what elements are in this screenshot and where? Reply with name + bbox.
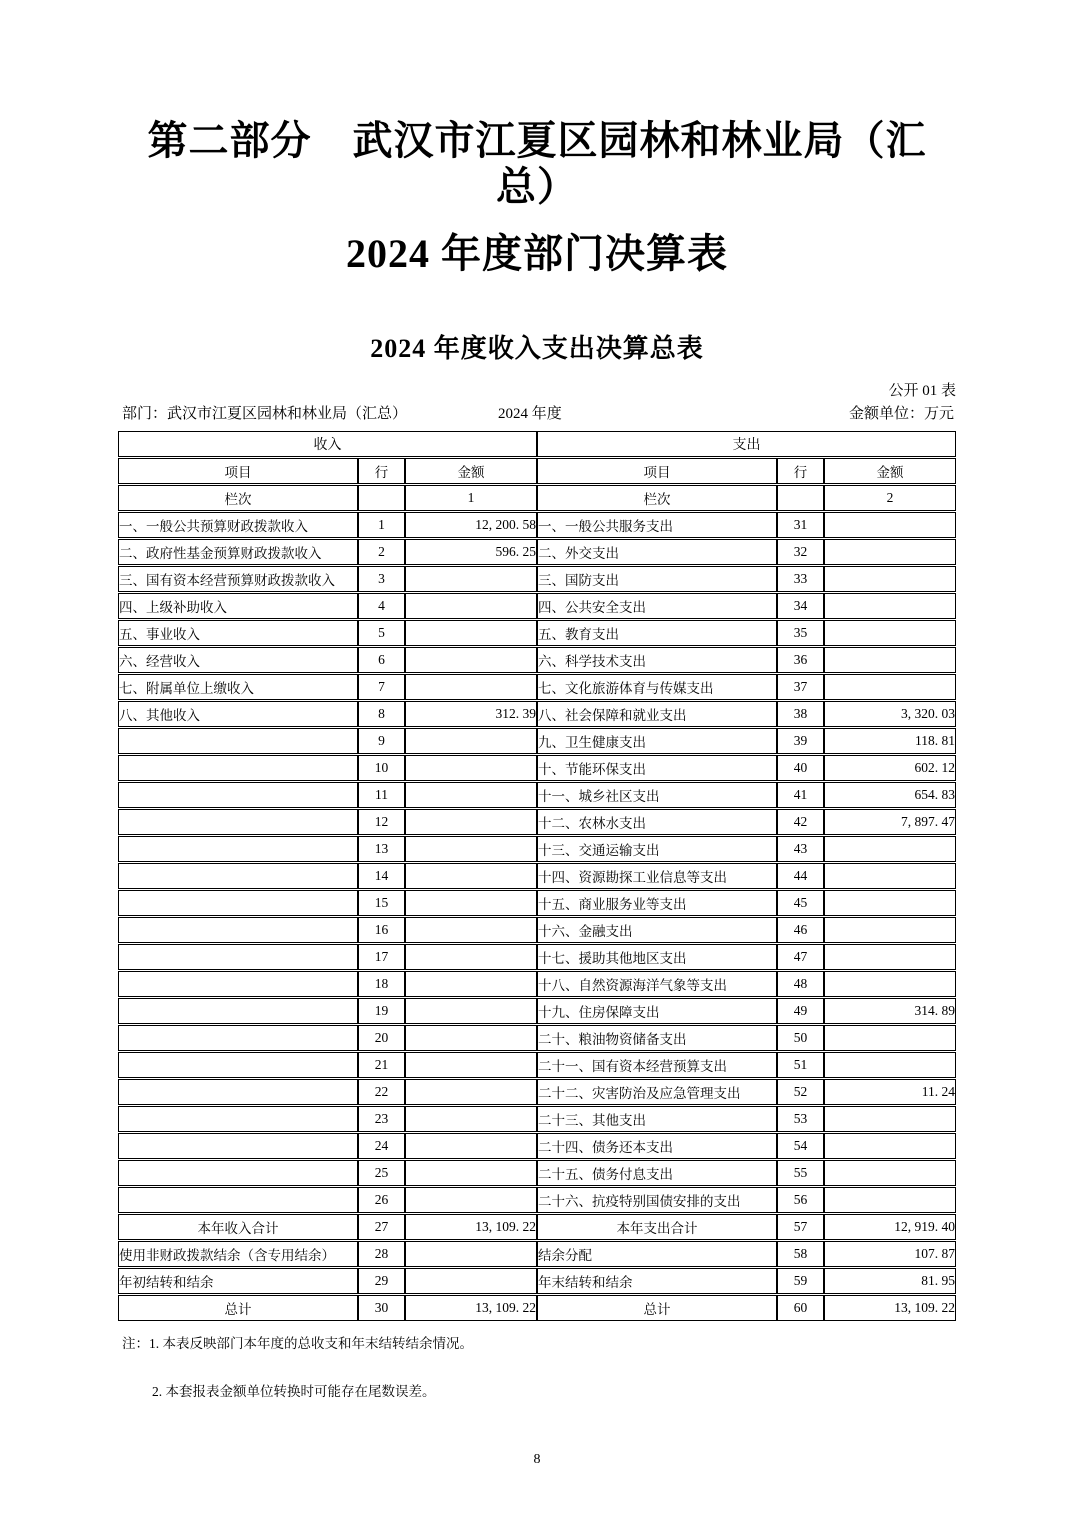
- expense-line-no-cell: 37: [777, 674, 824, 700]
- table-row: [118, 971, 956, 997]
- income-item-cell: [118, 863, 358, 889]
- income-amount-cell: [405, 1160, 537, 1186]
- expense-line-no-cell: 42: [777, 809, 824, 835]
- table-row: [118, 944, 956, 970]
- expense-item-cell: 十三、交通运输支出: [537, 836, 777, 862]
- expense-item-cell: 三、国防支出: [537, 566, 777, 592]
- expense-section-header: 支出: [537, 431, 956, 457]
- table-row: [118, 566, 956, 592]
- table-row: [118, 998, 956, 1024]
- expense-amount-cell: [824, 674, 956, 700]
- income-line-no-cell: 2: [358, 539, 405, 565]
- expense-amount-cell: [824, 1187, 956, 1213]
- income-item-cell: [118, 1106, 358, 1132]
- expense-item-cell: 六、科学技术支出: [537, 647, 777, 673]
- expense-item-cell: 十九、住房保障支出: [537, 998, 777, 1024]
- income-amount-cell: 312. 39: [405, 701, 537, 727]
- expense-line-no-cell: 46: [777, 917, 824, 943]
- income-amount-cell: [405, 998, 537, 1024]
- expense-item-cell: 结余分配: [537, 1241, 777, 1267]
- expense-amount-cell: 3, 320. 03: [824, 701, 956, 727]
- expense-amount-cell: 11. 24: [824, 1079, 956, 1105]
- table-head-rows: [118, 431, 956, 511]
- expense-line-no-cell: 54: [777, 1133, 824, 1159]
- table-title: 2024 年度收入支出决算总表: [370, 334, 704, 363]
- income-item-cell: [118, 1079, 358, 1105]
- income-amount-cell: [405, 1268, 537, 1294]
- expense-amount-cell: 13, 109. 22: [824, 1295, 956, 1321]
- income-line-no-cell: 11: [358, 782, 405, 808]
- income-line-no-cell: 28: [358, 1241, 405, 1267]
- expense-item-cell: 十五、商业服务业等支出: [537, 890, 777, 916]
- expense-line-no-cell: 40: [777, 755, 824, 781]
- income-line-no-cell: 6: [358, 647, 405, 673]
- expense-item-cell: 二十四、债务还本支出: [537, 1133, 777, 1159]
- expense-item-cell: 二十一、国有资本经营预算支出: [537, 1052, 777, 1078]
- table-row: [118, 593, 956, 619]
- column-index-row: [118, 485, 956, 511]
- expense-item-cell: 总计: [537, 1295, 777, 1321]
- income-item-cell: 一、一般公共预算财政拨款收入: [118, 512, 358, 538]
- income-item-cell: [118, 917, 358, 943]
- income-amount-cell: [405, 566, 537, 592]
- income-line-no-cell: 16: [358, 917, 405, 943]
- expense-line-no-cell: 48: [777, 971, 824, 997]
- expense-item-cell: 四、公共安全支出: [537, 593, 777, 619]
- income-amount-cell: [405, 782, 537, 808]
- income-amount-cell: 12, 200. 58: [405, 512, 537, 538]
- income-index-label: 栏次: [118, 485, 358, 511]
- income-line-no-cell: 25: [358, 1160, 405, 1186]
- income-amount-cell: [405, 728, 537, 754]
- income-amount-cell: [405, 647, 537, 673]
- table-row: [118, 701, 956, 727]
- expense-amount-cell: [824, 512, 956, 538]
- table-row: [118, 1106, 956, 1132]
- table-row: [118, 1187, 956, 1213]
- expense-index-blank: [777, 485, 824, 511]
- income-amount-cell: [405, 1079, 537, 1105]
- income-amount-cell: [405, 1052, 537, 1078]
- expense-item-cell: 年末结转和结余: [537, 1268, 777, 1294]
- income-item-cell: [118, 890, 358, 916]
- table-notes: [118, 1332, 956, 1400]
- income-expense-summary-table: [118, 430, 956, 1322]
- expense-item-cell: 二十二、灾害防治及应急管理支出: [537, 1079, 777, 1105]
- expense-item-cell: 十一、城乡社区支出: [537, 782, 777, 808]
- income-line-no-cell: 22: [358, 1079, 405, 1105]
- table-row: [118, 728, 956, 754]
- income-item-cell: [118, 728, 358, 754]
- expense-item-cell: 十二、农林水支出: [537, 809, 777, 835]
- expense-line-no-cell: 58: [777, 1241, 824, 1267]
- expense-amount-cell: [824, 1025, 956, 1051]
- income-item-cell: [118, 944, 358, 970]
- table-row: [118, 1268, 956, 1294]
- income-amount-cell: [405, 971, 537, 997]
- income-line-no-cell: 26: [358, 1187, 405, 1213]
- form-number: 公开 01 表: [888, 383, 956, 399]
- income-amount-cell: [405, 917, 537, 943]
- expense-amount-cell: 12, 919. 40: [824, 1214, 956, 1240]
- income-section-header: 收入: [118, 431, 537, 457]
- income-line-no-cell: 4: [358, 593, 405, 619]
- table-row: [118, 1295, 956, 1321]
- income-amount-cell: [405, 620, 537, 646]
- document-title-line2: 2024 年度部门决算表: [346, 231, 728, 276]
- expense-line-no-cell: 49: [777, 998, 824, 1024]
- section-header-row: [118, 431, 956, 457]
- income-item-cell: [118, 1160, 358, 1186]
- expense-item-cell: 十六、金融支出: [537, 917, 777, 943]
- income-amount-cell: [405, 863, 537, 889]
- expense-item-cell: 本年支出合计: [537, 1214, 777, 1240]
- document-title-line1: 第二部分 武汉市江夏区园林和林业局（汇总）: [147, 118, 927, 209]
- income-amount-cell: [405, 836, 537, 862]
- income-item-cell: 七、附属单位上缴收入: [118, 674, 358, 700]
- expense-line-no-cell: 50: [777, 1025, 824, 1051]
- table-row: [118, 1133, 956, 1159]
- expense-amount-cell: [824, 917, 956, 943]
- income-item-cell: [118, 1187, 358, 1213]
- expense-amount-cell: [824, 863, 956, 889]
- expense-item-cell: 二、外交支出: [537, 539, 777, 565]
- expense-item-cell: 十七、援助其他地区支出: [537, 944, 777, 970]
- expense-line-no-cell: 35: [777, 620, 824, 646]
- expense-amount-cell: 7, 897. 47: [824, 809, 956, 835]
- table-row: [118, 809, 956, 835]
- table-row: [118, 917, 956, 943]
- table-row: [118, 647, 956, 673]
- expense-item-cell: 八、社会保障和就业支出: [537, 701, 777, 727]
- expense-amount-cell: [824, 566, 956, 592]
- income-item-cell: [118, 755, 358, 781]
- income-item-cell: [118, 1052, 358, 1078]
- income-line-no-cell: 12: [358, 809, 405, 835]
- income-amount-cell: [405, 890, 537, 916]
- table-row: [118, 539, 956, 565]
- income-line-no-cell: 20: [358, 1025, 405, 1051]
- income-line-no-cell: 9: [358, 728, 405, 754]
- document-content: [118, 0, 956, 1400]
- expense-line-no-cell: 33: [777, 566, 824, 592]
- table-row: [118, 890, 956, 916]
- income-item-header: 项目: [118, 458, 358, 484]
- expense-index-label: 栏次: [537, 485, 777, 511]
- income-item-cell: 使用非财政拨款结余（含专用结余）: [118, 1241, 358, 1267]
- expense-item-cell: 二十三、其他支出: [537, 1106, 777, 1132]
- expense-item-cell: 九、卫生健康支出: [537, 728, 777, 754]
- income-line-no-cell: 1: [358, 512, 405, 538]
- table-row: [118, 1052, 956, 1078]
- table-row: [118, 620, 956, 646]
- expense-amount-cell: 118. 81: [824, 728, 956, 754]
- expense-line-no-cell: 57: [777, 1214, 824, 1240]
- income-line-no-cell: 15: [358, 890, 405, 916]
- table-row: [118, 782, 956, 808]
- income-item-cell: 三、国有资本经营预算财政拨款收入: [118, 566, 358, 592]
- expense-line-no-cell: 43: [777, 836, 824, 862]
- table-row: [118, 674, 956, 700]
- fiscal-year-label: 2024 年度: [498, 406, 562, 422]
- table-row: [118, 512, 956, 538]
- expense-line-no-cell: 34: [777, 593, 824, 619]
- income-line-no-cell: 10: [358, 755, 405, 781]
- income-item-cell: [118, 836, 358, 862]
- income-line-no-cell: 27: [358, 1214, 405, 1240]
- note-1: 注：1. 本表反映部门本年度的总收支和年末结转结余情况。: [122, 1336, 473, 1351]
- income-item-cell: 五、事业收入: [118, 620, 358, 646]
- expense-column-number: 2: [824, 485, 956, 511]
- expense-line-no-cell: 41: [777, 782, 824, 808]
- income-amount-cell: [405, 1025, 537, 1051]
- income-column-number: 1: [405, 485, 537, 511]
- income-amount-cell: [405, 674, 537, 700]
- expense-line-no-cell: 53: [777, 1106, 824, 1132]
- income-item-cell: [118, 809, 358, 835]
- page-number: 8: [533, 1452, 541, 1467]
- expense-line-no-cell: 56: [777, 1187, 824, 1213]
- income-line-no-cell: 8: [358, 701, 405, 727]
- table-meta-row: [118, 402, 956, 426]
- expense-line-no-cell: 38: [777, 701, 824, 727]
- department-label: 部门：武汉市江夏区园林和林业局（汇总）: [122, 406, 408, 422]
- column-header-row: [118, 458, 956, 484]
- expense-line-no-cell: 52: [777, 1079, 824, 1105]
- income-amount-cell: [405, 809, 537, 835]
- expense-item-cell: 二十、粮油物资储备支出: [537, 1025, 777, 1051]
- expense-amount-header: 金额: [824, 458, 956, 484]
- income-amount-cell: [405, 944, 537, 970]
- expense-item-cell: 十八、自然资源海洋气象等支出: [537, 971, 777, 997]
- income-item-cell: [118, 1025, 358, 1051]
- expense-amount-cell: [824, 539, 956, 565]
- income-amount-cell: [405, 1241, 537, 1267]
- income-item-cell: 总计: [118, 1295, 358, 1321]
- income-amount-cell: [405, 593, 537, 619]
- income-line-no-cell: 23: [358, 1106, 405, 1132]
- expense-amount-cell: 81. 95: [824, 1268, 956, 1294]
- expense-item-cell: 十、节能环保支出: [537, 755, 777, 781]
- expense-line-no-cell: 51: [777, 1052, 824, 1078]
- income-item-cell: 六、经营收入: [118, 647, 358, 673]
- expense-item-cell: 二十五、债务付息支出: [537, 1160, 777, 1186]
- income-amount-cell: 13, 109. 22: [405, 1295, 537, 1321]
- expense-line-no-cell: 55: [777, 1160, 824, 1186]
- income-item-cell: 本年收入合计: [118, 1214, 358, 1240]
- income-amount-header: 金额: [405, 458, 537, 484]
- note-2: 2. 本套报表金额单位转换时可能存在尾数误差。: [152, 1384, 436, 1399]
- expense-amount-cell: [824, 1106, 956, 1132]
- income-amount-cell: 13, 109. 22: [405, 1214, 537, 1240]
- income-line-no-cell: 24: [358, 1133, 405, 1159]
- expense-line-header: 行: [777, 458, 824, 484]
- expense-item-cell: 一、一般公共服务支出: [537, 512, 777, 538]
- table-row: [118, 1079, 956, 1105]
- table-row: [118, 1214, 956, 1240]
- expense-amount-cell: 654. 83: [824, 782, 956, 808]
- income-line-no-cell: 30: [358, 1295, 405, 1321]
- income-line-no-cell: 29: [358, 1268, 405, 1294]
- table-row: [118, 1025, 956, 1051]
- income-line-no-cell: 17: [358, 944, 405, 970]
- expense-item-cell: 五、教育支出: [537, 620, 777, 646]
- income-item-cell: [118, 1133, 358, 1159]
- table-row: [118, 863, 956, 889]
- expense-line-no-cell: 60: [777, 1295, 824, 1321]
- income-line-no-cell: 21: [358, 1052, 405, 1078]
- expense-line-no-cell: 45: [777, 890, 824, 916]
- expense-line-no-cell: 47: [777, 944, 824, 970]
- income-line-no-cell: 5: [358, 620, 405, 646]
- table-row: [118, 1160, 956, 1186]
- income-item-cell: 八、其他收入: [118, 701, 358, 727]
- income-line-no-cell: 13: [358, 836, 405, 862]
- income-amount-cell: [405, 755, 537, 781]
- income-item-cell: [118, 782, 358, 808]
- income-line-header: 行: [358, 458, 405, 484]
- income-amount-cell: [405, 1187, 537, 1213]
- expense-line-no-cell: 44: [777, 863, 824, 889]
- income-item-cell: 年初结转和结余: [118, 1268, 358, 1294]
- income-line-no-cell: 19: [358, 998, 405, 1024]
- amount-unit-label: 金额单位：万元: [848, 406, 954, 422]
- income-amount-cell: [405, 1133, 537, 1159]
- expense-amount-cell: 314. 89: [824, 998, 956, 1024]
- income-item-cell: 四、上级补助收入: [118, 593, 358, 619]
- income-amount-cell: 596. 25: [405, 539, 537, 565]
- income-line-no-cell: 18: [358, 971, 405, 997]
- expense-item-cell: 七、文化旅游体育与传媒支出: [537, 674, 777, 700]
- expense-amount-cell: [824, 971, 956, 997]
- table-body: [118, 512, 956, 1321]
- expense-amount-cell: [824, 1052, 956, 1078]
- expense-item-cell: 二十六、抗疫特别国债安排的支出: [537, 1187, 777, 1213]
- income-item-cell: [118, 971, 358, 997]
- expense-line-no-cell: 31: [777, 512, 824, 538]
- expense-amount-cell: [824, 1133, 956, 1159]
- expense-line-no-cell: 59: [777, 1268, 824, 1294]
- income-line-no-cell: 3: [358, 566, 405, 592]
- income-amount-cell: [405, 1106, 537, 1132]
- expense-amount-cell: [824, 890, 956, 916]
- income-item-cell: [118, 998, 358, 1024]
- expense-amount-cell: 107. 87: [824, 1241, 956, 1267]
- expense-amount-cell: [824, 836, 956, 862]
- expense-item-cell: 十四、资源勘探工业信息等支出: [537, 863, 777, 889]
- expense-item-header: 项目: [537, 458, 777, 484]
- expense-amount-cell: 602. 12: [824, 755, 956, 781]
- income-index-blank: [358, 485, 405, 511]
- expense-amount-cell: [824, 593, 956, 619]
- expense-amount-cell: [824, 944, 956, 970]
- income-item-cell: 二、政府性基金预算财政拨款收入: [118, 539, 358, 565]
- income-line-no-cell: 7: [358, 674, 405, 700]
- table-row: [118, 1241, 956, 1267]
- income-line-no-cell: 14: [358, 863, 405, 889]
- expense-amount-cell: [824, 1160, 956, 1186]
- expense-amount-cell: [824, 620, 956, 646]
- table-row: [118, 836, 956, 862]
- expense-line-no-cell: 32: [777, 539, 824, 565]
- table-row: [118, 755, 956, 781]
- expense-line-no-cell: 39: [777, 728, 824, 754]
- expense-line-no-cell: 36: [777, 647, 824, 673]
- expense-amount-cell: [824, 647, 956, 673]
